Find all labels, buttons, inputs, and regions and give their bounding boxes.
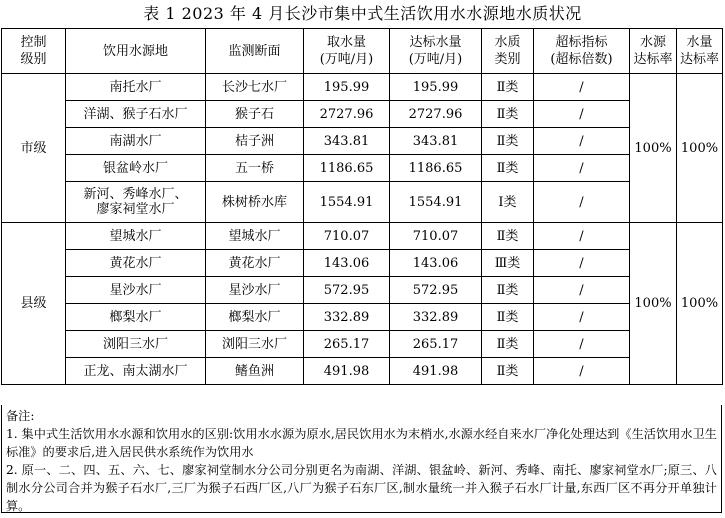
section-cell: 望城水厂: [206, 223, 304, 250]
source-cell: 星沙水厂: [66, 277, 206, 304]
category-cell: Ⅱ类: [482, 128, 534, 155]
water-rate-cell-county: 100%: [677, 223, 723, 385]
category-cell: Ⅱ类: [482, 304, 534, 331]
intake-cell: 491.98: [304, 358, 390, 385]
header-source-rate: 水源 达标率: [630, 29, 677, 74]
category-cell: Ⅱ类: [482, 358, 534, 385]
notes-title: 备注:: [6, 409, 35, 423]
source-cell: 黄花水厂: [66, 250, 206, 277]
source-cell: 正龙、南太湖水厂: [66, 358, 206, 385]
water-quality-table: [1, 28, 723, 385]
source-cell: 银盆岭水厂: [66, 155, 206, 182]
exceed-cell: /: [534, 155, 630, 182]
source-cell: 南托水厂: [66, 74, 206, 101]
note-item-1: 1. 集中式生活饮用水水源和饮用水的区别:饮用水水源为原水,居民饮用水为末梢水,水源水经自来水厂净化处理达到《生活饮用水卫生标准》的要求后,进入居民供水系统作为饮用水: [6, 427, 717, 459]
compliant-cell: 265.17: [390, 331, 482, 358]
intake-cell: 343.81: [304, 128, 390, 155]
category-cell: Ⅱ类: [482, 155, 534, 182]
source-cell: 南湖水厂: [66, 128, 206, 155]
table-row: [2, 182, 723, 223]
exceed-cell: /: [534, 74, 630, 101]
table-row: [2, 331, 723, 358]
header-section: 监测断面: [206, 29, 304, 74]
section-cell: 黄花水厂: [206, 250, 304, 277]
exceed-cell: /: [534, 101, 630, 128]
header-row: [2, 29, 723, 74]
exceed-cell: /: [534, 182, 630, 223]
section-cell: 桔子洲: [206, 128, 304, 155]
intake-cell: 195.99: [304, 74, 390, 101]
table-row: [2, 223, 723, 250]
section-cell: 猴子石: [206, 101, 304, 128]
compliant-cell: 195.99: [390, 74, 482, 101]
intake-cell: 1554.91: [304, 182, 390, 223]
notes-box: [1, 405, 722, 513]
table-row: [2, 74, 723, 101]
table-caption: 表 1 2023 年 4 月长沙市集中式生活饮用水水源地水质状况: [143, 4, 582, 23]
intake-cell: 1186.65: [304, 155, 390, 182]
table-row: [2, 250, 723, 277]
section-cell: 鳍鱼洲: [206, 358, 304, 385]
header-level: 控制 级别: [2, 29, 66, 74]
category-cell: Ⅲ类: [482, 250, 534, 277]
table-row: [2, 155, 723, 182]
table-row: [2, 128, 723, 155]
section-cell: 长沙七水厂: [206, 74, 304, 101]
category-cell: Ⅰ类: [482, 182, 534, 223]
table-row: [2, 277, 723, 304]
section-cell: 五一桥: [206, 155, 304, 182]
intake-cell: 572.95: [304, 277, 390, 304]
source-cell: 洋湖、猴子石水厂: [66, 101, 206, 128]
header-exceed: 超标指标 (超标倍数): [534, 29, 630, 74]
exceed-cell: /: [534, 128, 630, 155]
compliant-cell: 1186.65: [390, 155, 482, 182]
header-water-rate: 水量 达标率: [677, 29, 723, 74]
compliant-cell: 491.98: [390, 358, 482, 385]
compliant-cell: 343.81: [390, 128, 482, 155]
intake-cell: 710.07: [304, 223, 390, 250]
table-row: [2, 358, 723, 385]
note-item-2: 2. 原一、二、四、五、六、七、廖家祠堂制水分公司分别更名为南湖、洋湖、银盆岭、新河、秀峰、南托、廖家祠堂水厂;原三、八制水分公司合并为猴子石水厂,三厂为猴子石西厂区,八厂为猴子石东厂区,制水量统一并入猴子石水厂计量,东西厂区不再分开单独计算。: [6, 463, 717, 513]
intake-cell: 265.17: [304, 331, 390, 358]
header-category: 水质 类别: [482, 29, 534, 74]
section-cell: 榔梨水厂: [206, 304, 304, 331]
category-cell: Ⅱ类: [482, 277, 534, 304]
level-cell-county: 县级: [2, 223, 66, 385]
intake-cell: 2727.96: [304, 101, 390, 128]
exceed-cell: /: [534, 358, 630, 385]
header-intake: 取水量 (万吨/月): [304, 29, 390, 74]
category-cell: Ⅱ类: [482, 101, 534, 128]
exceed-cell: /: [534, 250, 630, 277]
level-cell-city: 市级: [2, 74, 66, 223]
exceed-cell: /: [534, 223, 630, 250]
section-cell: 星沙水厂: [206, 277, 304, 304]
exceed-cell: /: [534, 304, 630, 331]
source-cell: 浏阳三水厂: [66, 331, 206, 358]
header-source: 饮用水源地: [66, 29, 206, 74]
intake-cell: 332.89: [304, 304, 390, 331]
category-cell: Ⅱ类: [482, 74, 534, 101]
source-cell: 望城水厂: [66, 223, 206, 250]
compliant-cell: 1554.91: [390, 182, 482, 223]
compliant-cell: 143.06: [390, 250, 482, 277]
table-row: [2, 304, 723, 331]
header-compliant: 达标水量 (万吨/月): [390, 29, 482, 74]
exceed-cell: /: [534, 331, 630, 358]
table-row: [2, 101, 723, 128]
source-rate-cell-city: 100%: [630, 74, 677, 223]
compliant-cell: 2727.96: [390, 101, 482, 128]
water-rate-cell-city: 100%: [677, 74, 723, 223]
compliant-cell: 710.07: [390, 223, 482, 250]
exceed-cell: /: [534, 277, 630, 304]
source-rate-cell-county: 100%: [630, 223, 677, 385]
source-cell: 榔梨水厂: [66, 304, 206, 331]
compliant-cell: 332.89: [390, 304, 482, 331]
compliant-cell: 572.95: [390, 277, 482, 304]
source-cell: 新河、秀峰水厂、 廖家祠堂水厂: [66, 182, 206, 223]
section-cell: 浏阳三水厂: [206, 331, 304, 358]
intake-cell: 143.06: [304, 250, 390, 277]
category-cell: Ⅱ类: [482, 331, 534, 358]
category-cell: Ⅱ类: [482, 223, 534, 250]
section-cell: 株树桥水库: [206, 182, 304, 223]
